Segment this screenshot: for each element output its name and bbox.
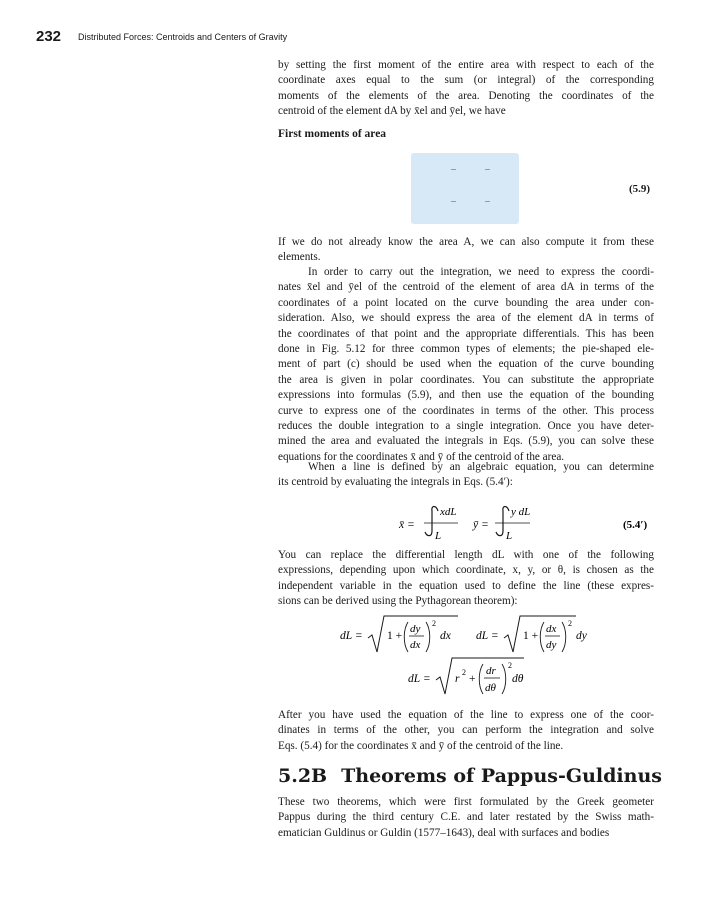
paragraph-differential <box>278 548 654 610</box>
equation-5-9-box <box>411 153 519 224</box>
equation-5-4-prime <box>380 495 670 547</box>
text-line: ematician Guldinus or Guldin (1577–1643), deal with surfaces and bodies <box>278 826 610 839</box>
dl-one-plus: 1 + <box>523 630 539 642</box>
text-line: coordinate axes equal to the sum (or integral) of the corresponding <box>278 74 654 87</box>
dl-r: r <box>455 673 460 685</box>
text-line: elements. <box>278 251 321 264</box>
dl-tail: dθ <box>512 673 524 685</box>
text-line: by setting the first moment of the entire area with respect to each of the <box>278 59 654 71</box>
page-number: 232 <box>36 28 62 45</box>
text-line: ment of part (c) should be used when the equation of the curve bounding <box>278 358 654 371</box>
text-line: centroid of the element dA by x̄el and ȳel, we have <box>278 105 506 118</box>
dl-den: dθ <box>485 682 496 694</box>
text-line: After you have used the equation of the line to express one of the coor- <box>278 709 654 721</box>
paren-left <box>479 664 483 694</box>
section-heading <box>278 765 662 787</box>
dl-den: dx <box>410 639 421 651</box>
paren-right <box>426 622 430 652</box>
text-line: the area is given in polar coordinates. You can substitute the appropriate <box>278 373 654 386</box>
dl-tail: dx <box>440 630 451 642</box>
text-line: reduces the double integration to a single integration. Once you have deter- <box>278 419 654 432</box>
text-line: sions can be derived using the Pythagorean theorem): <box>278 595 518 608</box>
text-line: dinates in terms of the other, you can perform the integration and solve <box>278 724 654 737</box>
paren-left <box>540 622 544 652</box>
eq-lhs-y: ȳ = <box>473 519 489 531</box>
paren-left <box>404 622 408 652</box>
dl-exponent: 2 <box>568 619 572 628</box>
text-line: independent variable in the equation used to define the line (these expres- <box>278 579 654 592</box>
paragraph-intro <box>278 58 654 120</box>
dl-lhs: dL = <box>340 630 363 642</box>
text-line: These two theorems, which were first formulated by the Greek geometer <box>278 796 654 808</box>
text-line: Eqs. (5.4) for the coordinates x̄ and ȳ of the centroid of the line. <box>278 739 564 752</box>
section-title: Theorems of Pappus-Guldinus <box>341 765 662 787</box>
paragraph-line-centroid <box>278 460 654 491</box>
text-line: coordinates of a point located on the curve bounding the area under con- <box>278 296 654 309</box>
paragraph-after <box>278 708 654 754</box>
eq-den-y: L <box>506 530 513 542</box>
text-line: done in Fig. 5.12 for three common types of elements; the pie-shaped ele- <box>278 342 654 355</box>
text-line: Pappus during the third century C.E. and later restated by the Swiss math- <box>278 811 654 824</box>
eq-den-x: L <box>435 530 442 542</box>
paragraph-pappus <box>278 795 654 841</box>
dl-lhs: dL = <box>476 630 499 642</box>
text-line: mined the area and evaluated the integrals in Eqs. (5.9), you can solve these <box>278 435 654 448</box>
equation-5-4-label: (5.4′) <box>623 519 648 531</box>
paren-right <box>562 622 566 652</box>
paren-right <box>502 664 506 694</box>
text-line: the coordinates of that point and the appropriate differentials. This has been <box>278 327 654 340</box>
dl-num: dr <box>486 665 496 677</box>
dl-r-exponent: 2 <box>462 668 466 677</box>
eq-lhs-x: x̄ = <box>399 519 415 531</box>
paragraph-area <box>278 235 654 266</box>
dl-num: dy <box>410 623 421 635</box>
dl-den: dy <box>546 639 557 651</box>
text-line: If we do not already know the area A, we can also compute it from these <box>278 236 654 248</box>
text-line: curve to express one of the coordinates in terms of the other. This process <box>278 404 654 417</box>
text-line: sideration. Also, we should express the area of the element dA in terms of <box>278 312 654 325</box>
text-line: moments of the elements of the area. Denoting the coordinates of the <box>278 89 654 102</box>
text-line: You can replace the differential length dL with one of the following <box>278 549 654 561</box>
section-number: 5.2B <box>278 765 328 787</box>
dl-equations-row <box>340 612 620 662</box>
text-line: equations for the coordinates x̄ and ȳ of the centroid of the area. <box>278 450 565 463</box>
text-line: expressions into formulas (5.9), and then use the equation of the bounding <box>278 389 654 402</box>
text-line: When a line is defined by an algebraic equation, you can determine <box>308 461 654 473</box>
dl-tail: dy <box>576 630 587 642</box>
text-line: In order to carry out the integration, we need to express the coordi- <box>308 266 654 278</box>
dl-one-plus: 1 + <box>387 630 403 642</box>
dl-lhs: dL = <box>408 673 431 685</box>
eq-num-y: y dL <box>511 506 531 518</box>
dl-num: dx <box>546 623 557 635</box>
text-line: its centroid by evaluating the integrals in Eqs. (5.4′): <box>278 476 513 489</box>
paragraph-integration <box>278 265 654 465</box>
first-moments-heading: First moments of area <box>278 128 387 140</box>
dl-exponent: 2 <box>432 619 436 628</box>
dl-plus: + <box>469 673 476 685</box>
text-line: nates x̄el and ȳel of the centroid of the element of area dA in terms of the <box>278 281 654 294</box>
eq-num-x: xdL <box>440 506 457 518</box>
text-line: expressions, depending upon which coordinate, x, y, or θ, is chosen as the <box>278 564 654 577</box>
dl-polar-equation <box>408 656 558 700</box>
equation-5-9-label: (5.9) <box>629 183 651 195</box>
running-title: Distributed Forces: Centroids and Centers of Gravity <box>78 32 288 42</box>
dl-exponent: 2 <box>508 661 512 670</box>
